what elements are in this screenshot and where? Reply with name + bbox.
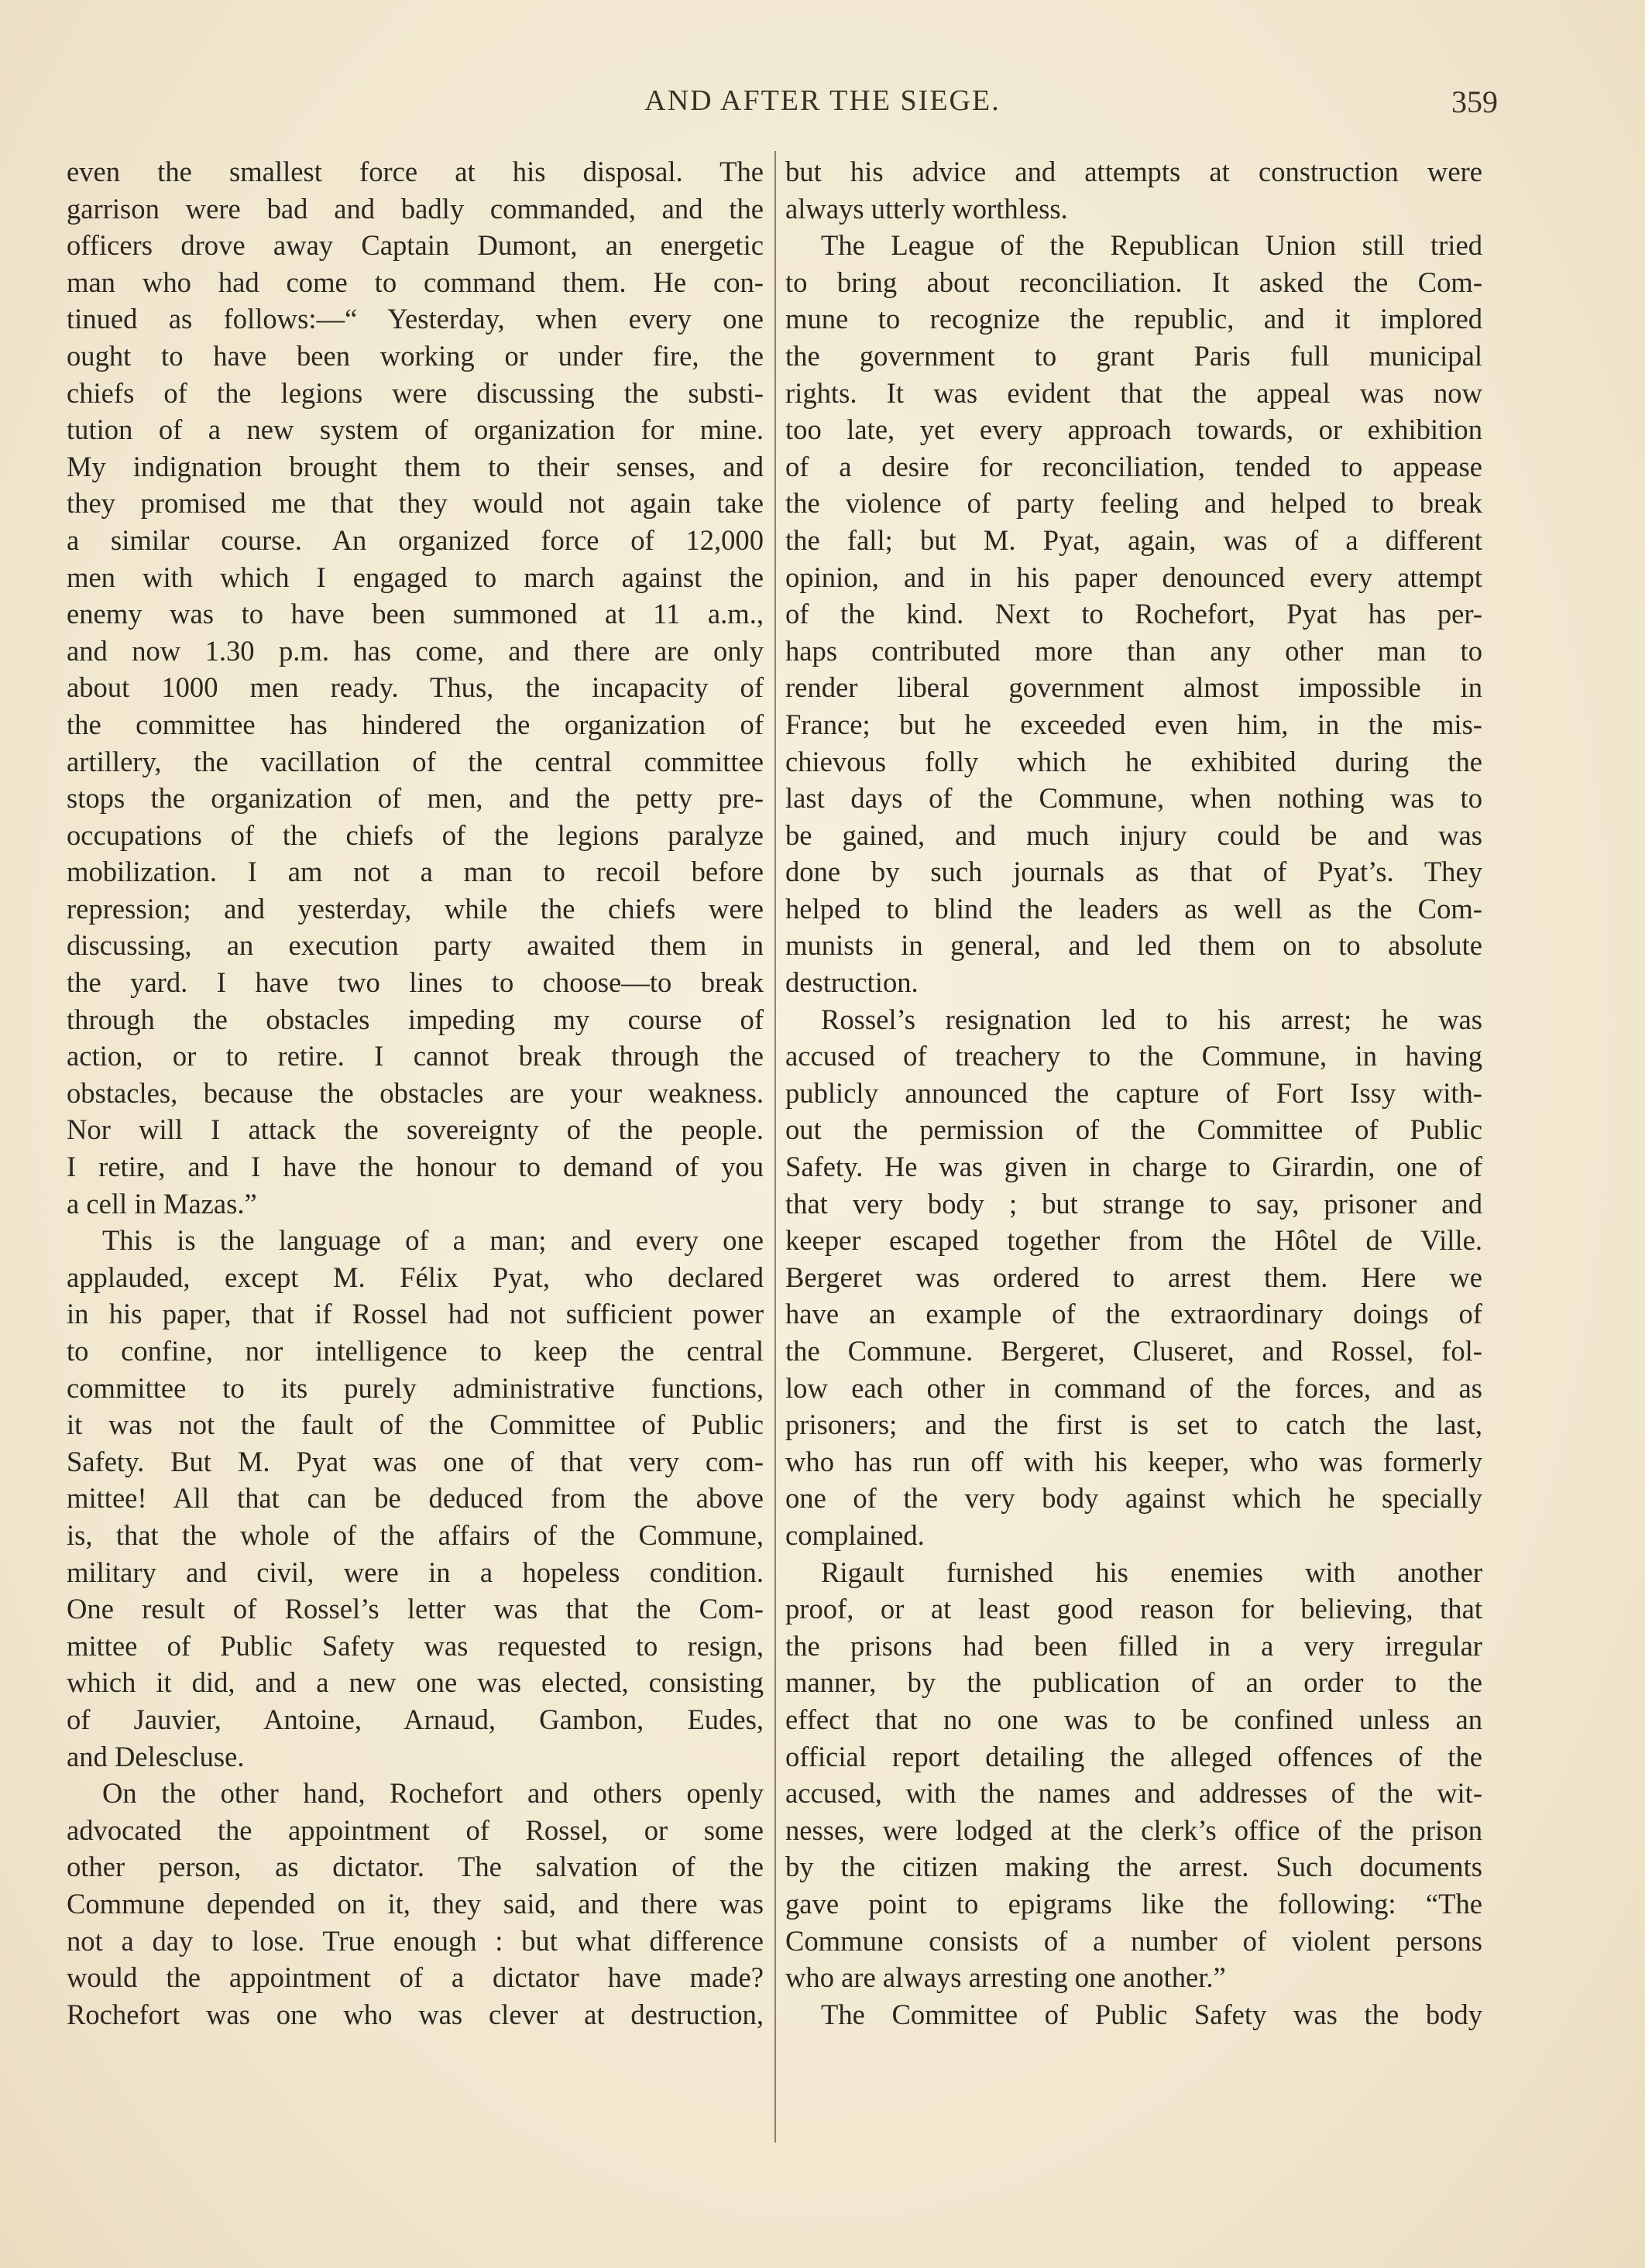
right-column-line: last days of the Commune, when nothing was to	[785, 782, 1482, 815]
left-column-line: the yard. I have two lines to choose—to break	[67, 966, 764, 999]
left-column-line: I retire, and I have the honour to demand of you	[67, 1151, 764, 1183]
left-column-line: a cell in Mazas.”	[67, 1187, 257, 1220]
right-column-line: accused, with the names and addresses of the wit-	[785, 1777, 1482, 1810]
left-column-line: advocated the appointment of Rossel, or some	[67, 1813, 764, 1846]
left-column-line: One result of Rossel’s letter was that the Com-	[67, 1593, 764, 1625]
right-column-line: by the citizen making the arrest. Such documents	[785, 1851, 1482, 1883]
right-column-line: Safety. He was given in charge to Girardin, one of	[785, 1151, 1482, 1183]
left-column-line: through the obstacles impeding my course of	[67, 1003, 764, 1035]
left-column-line: about 1000 men ready. Thus, the incapacity of	[67, 671, 764, 704]
left-column-line: My indignation brought them to their senses, and	[67, 450, 764, 482]
left-column-line: obstacles, because the obstacles are your weakness.	[67, 1076, 764, 1109]
right-column	[785, 153, 1482, 2033]
left-column-line: would the appointment of a dictator have made?	[67, 1961, 764, 1994]
left-column-line: which it did, and a new one was elected, consisting	[67, 1666, 764, 1699]
right-column-line: the violence of party feeling and helped to break	[785, 487, 1482, 520]
right-column-line: France; but he exceeded even him, in the mis-	[785, 708, 1482, 740]
right-column-line: rights. It was evident that the appeal was now	[785, 376, 1482, 409]
right-column-line: official report detailing the alleged offences of the	[785, 1740, 1482, 1772]
right-column-line: manner, by the publication of an order to the	[785, 1666, 1482, 1699]
left-column-line: and now 1.30 p.m. has come, and there are only	[67, 634, 764, 667]
column-rule	[774, 151, 776, 2143]
right-column-line: opinion, and in his paper denounced every attempt	[785, 561, 1482, 593]
right-column-line: haps contributed more than any other man to	[785, 634, 1482, 667]
left-column-line: it was not the fault of the Committee of Public	[67, 1408, 764, 1441]
right-column-line: who has run off with his keeper, who was formerly	[785, 1445, 1482, 1477]
left-column-line: officers drove away Captain Dumont, an energetic	[67, 229, 764, 262]
right-column-line: be gained, and much injury could be and was	[785, 818, 1482, 851]
left-column-line: mobilization. I am not a man to recoil before	[67, 856, 764, 888]
right-column-line: too late, yet every approach towards, or exhibition	[785, 413, 1482, 446]
left-column-line: tinued as follows:—“ Yesterday, when every one	[67, 303, 764, 335]
right-column-line: helped to blind the leaders as well as the Com-	[785, 892, 1482, 925]
left-column-line: Rochefort was one who was clever at destruction,	[67, 1998, 764, 2030]
left-column-line: tution of a new system of organization for mine.	[67, 413, 764, 446]
right-column-line: of the kind. Next to Rochefort, Pyat has per-	[785, 598, 1482, 630]
left-column-line: and Delescluse.	[67, 1740, 245, 1772]
left-column-line: applauded, except M. Félix Pyat, who declared	[67, 1261, 764, 1293]
right-column-line: render liberal government almost impossible in	[785, 671, 1482, 704]
left-column-line: not a day to lose. True enough : but what difference	[67, 1924, 764, 1957]
right-column-line: accused of treachery to the Commune, in having	[785, 1040, 1482, 1072]
left-column-line: repression; and yesterday, while the chiefs were	[67, 892, 764, 925]
left-column-line: occupations of the chiefs of the legions paralyze	[67, 818, 764, 851]
left-column-line: mittee! All that can be deduced from the above	[67, 1482, 764, 1515]
left-column-line: Commune depended on it, they said, and there was	[67, 1887, 764, 1920]
left-column-line: Safety. But M. Pyat was one of that very com-	[67, 1445, 764, 1477]
right-column-line: Bergeret was ordered to arrest them. Here we	[785, 1261, 1482, 1293]
right-column-line: of a desire for reconciliation, tended to appease	[785, 450, 1482, 482]
right-column-line: the prisons had been filled in a very irregular	[785, 1629, 1482, 1662]
right-column-line: always utterly worthless.	[785, 192, 1068, 225]
right-column-line: that very body ; but strange to say, prisoner and	[785, 1187, 1482, 1220]
right-column-line: Commune consists of a number of violent persons	[785, 1924, 1482, 1957]
right-column-line: nesses, were lodged at the clerk’s office of the prison	[785, 1813, 1482, 1846]
right-column-line: munists in general, and led them on to absolute	[785, 929, 1482, 962]
left-column-line: of Jauvier, Antoine, Arnaud, Gambon, Eudes,	[67, 1703, 764, 1735]
right-column-line: The League of the Republican Union still tried	[821, 229, 1482, 262]
left-column-line: man who had come to command them. He con-	[67, 266, 764, 298]
right-column-line: chievous folly which he exhibited during the	[785, 745, 1482, 777]
left-column-line: mittee of Public Safety was requested to resign,	[67, 1629, 764, 1662]
left-column	[67, 153, 764, 2033]
right-column-line: the government to grant Paris full municipal	[785, 339, 1482, 372]
right-column-line: mune to recognize the republic, and it implored	[785, 303, 1482, 335]
left-column-line: On the other hand, Rochefort and others openly	[102, 1777, 764, 1810]
right-column-line: destruction.	[785, 966, 919, 999]
left-column-line: men with which I engaged to march against the	[67, 561, 764, 593]
left-column-line: chiefs of the legions were discussing the substi-	[67, 376, 764, 409]
left-column-line: military and civil, were in a hopeless condition.	[67, 1556, 764, 1588]
right-column-line: the fall; but M. Pyat, again, was of a different	[785, 523, 1482, 556]
right-column-line: gave point to epigrams like the following: “The	[785, 1887, 1482, 1920]
running-title: AND AFTER THE SIEGE.	[644, 84, 1001, 117]
left-column-line: discussing, an execution party awaited them in	[67, 929, 764, 962]
right-column-line: keeper escaped together from the Hôtel de Ville.	[785, 1224, 1482, 1257]
right-column-line: complained.	[785, 1518, 925, 1551]
left-column-line: other person, as dictator. The salvation of the	[67, 1851, 764, 1883]
right-column-line: prisoners; and the first is set to catch the last,	[785, 1408, 1482, 1441]
left-column-line: action, or to retire. I cannot break through the	[67, 1040, 764, 1072]
right-column-line: one of the very body against which he specially	[785, 1482, 1482, 1515]
left-column-line: to confine, nor intelligence to keep the central	[67, 1335, 764, 1367]
right-column-line: to bring about reconciliation. It asked the Com-	[785, 266, 1482, 298]
right-column-line: publicly announced the capture of Fort Issy with-	[785, 1076, 1482, 1109]
left-column-line: stops the organization of men, and the petty pre-	[67, 782, 764, 815]
right-column-line: done by such journals as that of Pyat’s. They	[785, 856, 1482, 888]
left-column-line: is, that the whole of the affairs of the Commune,	[67, 1518, 764, 1551]
right-column-line: the Commune. Bergeret, Cluseret, and Rossel, fol-	[785, 1335, 1482, 1367]
left-column-line: ought to have been working or under fire, the	[67, 339, 764, 372]
left-column-line: enemy was to have been summoned at 11 a.m.,	[67, 598, 764, 630]
left-column-line: a similar course. An organized force of 12,000	[67, 523, 764, 556]
left-column-line: artillery, the vacillation of the central committee	[67, 745, 764, 777]
left-column-line: even the smallest force at his disposal. The	[67, 156, 764, 187]
right-column-line: proof, or at least good reason for believing, that	[785, 1593, 1482, 1625]
left-column-line: committee to its purely administrative functions,	[67, 1371, 764, 1404]
right-column-line: but his advice and attempts at construction were	[785, 156, 1482, 187]
right-column-line: Rossel’s resignation led to his arrest; he was	[821, 1003, 1482, 1035]
left-column-line: the committee has hindered the organization of	[67, 708, 764, 740]
page-number: 359	[1451, 84, 1498, 119]
left-column-line: Nor will I attack the sovereignty of the people.	[67, 1113, 764, 1146]
right-column-line: low each other in command of the forces, and as	[785, 1371, 1482, 1404]
left-column-line: they promised me that they would not again take	[67, 487, 764, 520]
right-column-line: Rigault furnished his enemies with another	[821, 1556, 1482, 1588]
right-column-line: who are always arresting one another.”	[785, 1961, 1226, 1994]
left-column-line: in his paper, that if Rossel had not sufficient power	[67, 1298, 764, 1330]
right-column-line: have an example of the extraordinary doings of	[785, 1298, 1482, 1330]
running-head	[0, 84, 1645, 130]
left-column-line: This is the language of a man; and every one	[102, 1224, 764, 1257]
right-column-line: effect that no one was to be confined unless an	[785, 1703, 1482, 1735]
right-column-line: The Committee of Public Safety was the body	[821, 1998, 1482, 2030]
left-column-line: garrison were bad and badly commanded, and the	[67, 192, 764, 225]
right-column-line: out the permission of the Committee of Public	[785, 1113, 1482, 1146]
